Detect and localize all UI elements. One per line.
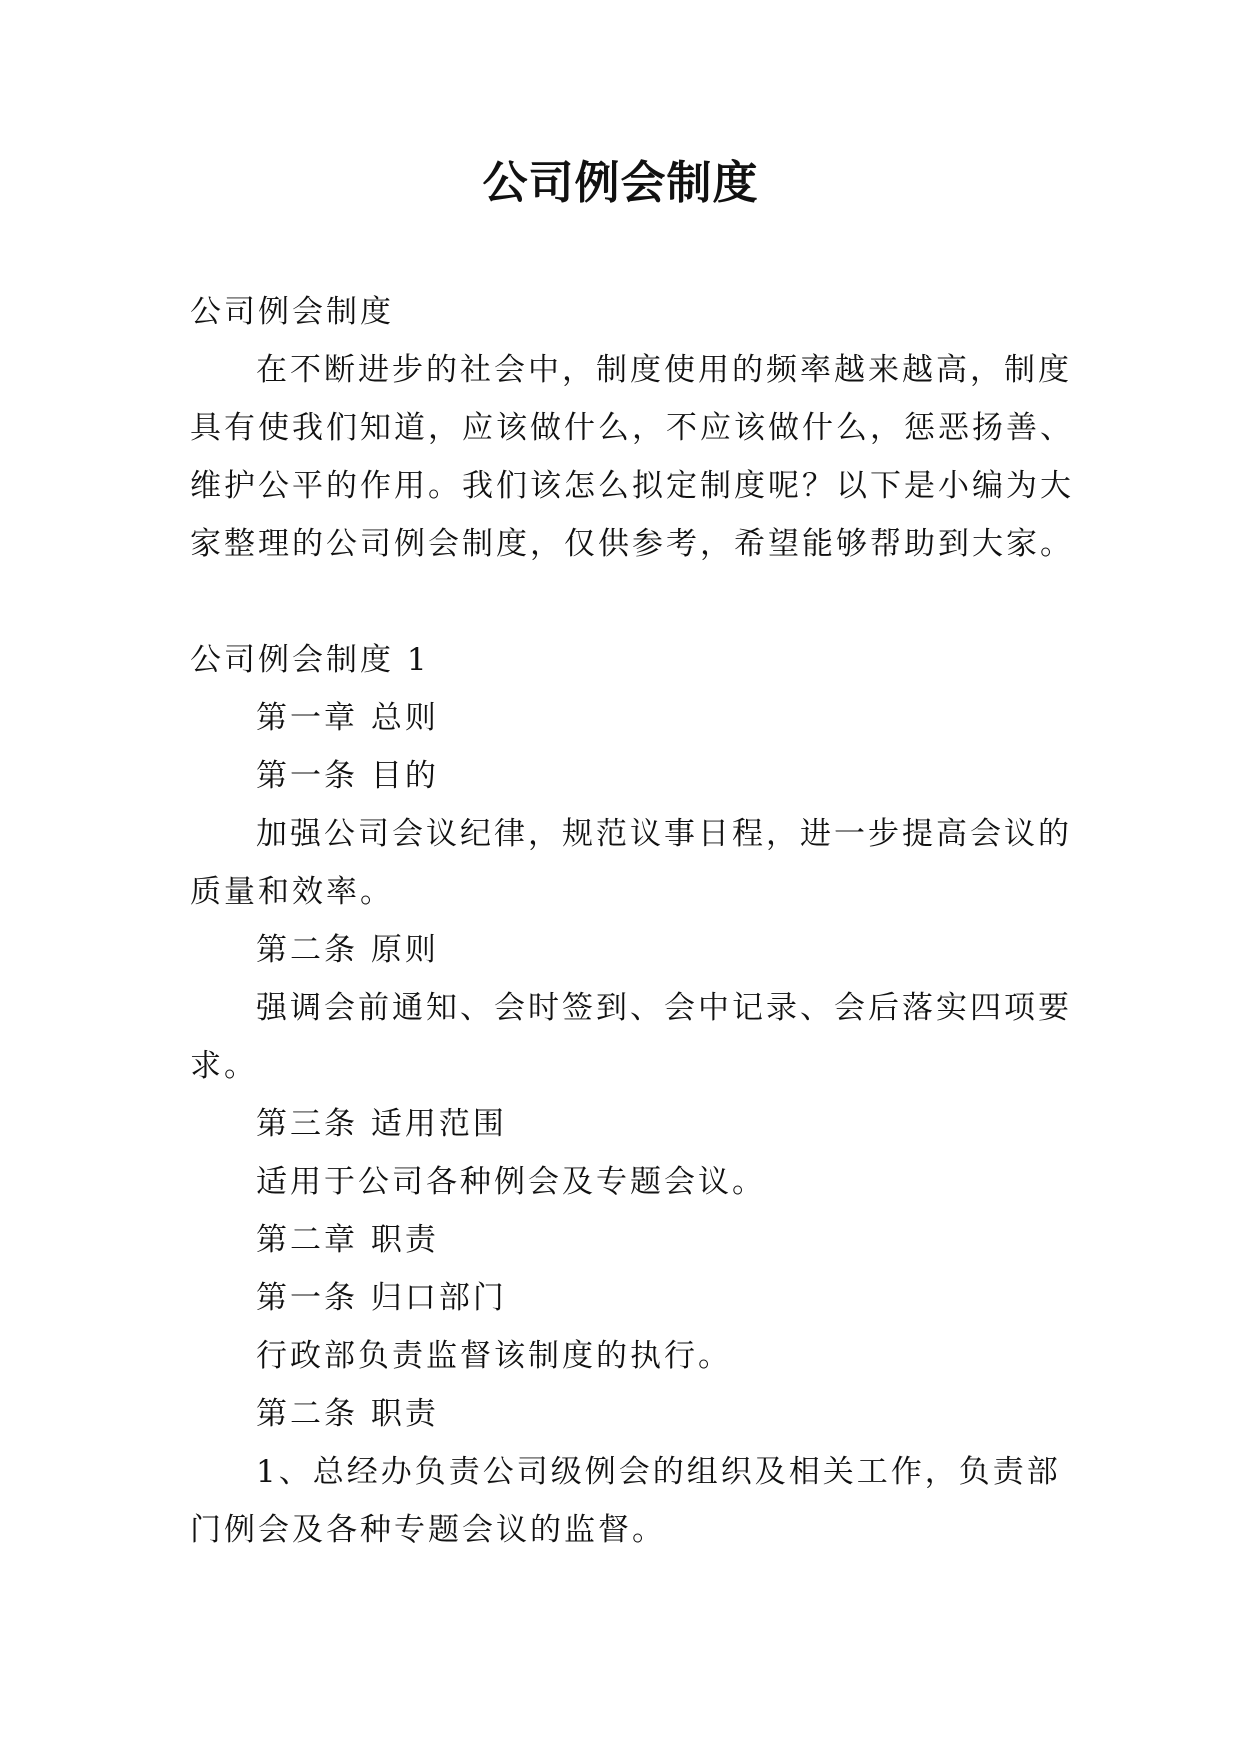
paragraph: 强调会前通知、会时签到、会中记录、会后落实四项要 — [256, 990, 1072, 1026]
document-title: 公司例会制度 — [482, 156, 759, 209]
paragraph: 1、总经办负责公司级例会的组织及相关工作，负责部 — [256, 1454, 1061, 1490]
paragraph: 在不断进步的社会中，制度使用的频率越来越高，制度 — [256, 352, 1072, 388]
article-heading: 第二条 原则 — [256, 932, 439, 968]
document-body — [190, 283, 1074, 1559]
paragraph: 适用于公司各种例会及专题会议。 — [256, 1164, 766, 1200]
paragraph: 公司例会制度 — [190, 294, 394, 330]
blank-line — [190, 573, 1070, 631]
paragraph: 维护公平的作用。我们该怎么拟定制度呢？以下是小编为大 — [190, 468, 1074, 504]
article-heading: 第二条 职责 — [256, 1396, 439, 1432]
article-heading: 第一条 归口部门 — [256, 1280, 507, 1316]
paragraph: 加强公司会议纪律，规范议事日程，进一步提高会议的 — [256, 816, 1072, 852]
article-heading: 第一条 目的 — [256, 758, 439, 794]
article-heading: 第三条 适用范围 — [256, 1106, 507, 1142]
paragraph: 具有使我们知道，应该做什么，不应该做什么，惩恶扬善、 — [190, 410, 1074, 446]
chapter-heading: 第二章 职责 — [256, 1222, 439, 1258]
paragraph: 行政部负责监督该制度的执行。 — [256, 1338, 732, 1374]
paragraph: 家整理的公司例会制度，仅供参考，希望能够帮助到大家。 — [190, 526, 1074, 562]
chapter-heading: 第一章 总则 — [256, 700, 439, 736]
paragraph: 门例会及各种专题会议的监督。 — [190, 1512, 666, 1548]
paragraph: 质量和效率。 — [190, 874, 394, 910]
section-heading: 公司例会制度 1 — [190, 642, 430, 678]
paragraph: 求。 — [190, 1048, 258, 1084]
